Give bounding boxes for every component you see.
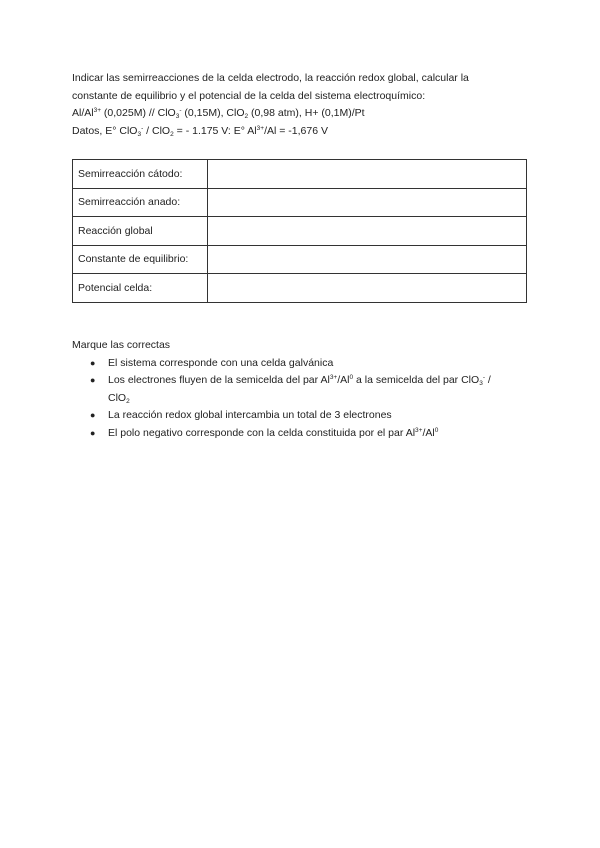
answer-cell[interactable] [208,188,527,217]
bullet-icon: ● [90,427,96,438]
option-item[interactable] [72,425,542,443]
option-item[interactable] [72,372,542,407]
answer-cell[interactable] [208,274,527,303]
bullet-icon: ● [90,410,96,420]
table-row [73,188,527,217]
table-row [73,160,527,189]
option-text: Los electrones fluyen de la semicelda del par $Al^{3+}/Al^0$ a la semicelda del par ClO$_3$- / ClO$_2$ [108,374,491,405]
option-text: La reacción redox global intercambia un total de 3 electrones [108,409,392,421]
answer-table [72,159,527,303]
row-label: Semirreacción cátodo: [73,160,208,189]
option-item[interactable] [72,407,542,425]
given-data: Datos, E° ClO$_3$- / ClO$_2$ = - 1.175 V: E° $Al^{3+}/Al = -1,676$ V [72,124,328,138]
bullet-icon: ● [90,357,96,368]
row-label: Constante de equilibrio: [73,245,208,274]
row-label: Semirreacción anado: [73,188,208,217]
problem-statement [72,70,532,140]
cell-notation: $Al/Al^{3+}$ (0,025M) // ClO$_3$- (0,15M), ClO$_2$ (0,98 atm), H+ (0,1M)/Pt [72,107,365,120]
row-label: Potencial celda: [73,274,208,303]
answer-cell[interactable] [208,217,527,246]
option-text: El sistema corresponde con una celda galvánica [108,356,334,369]
answer-cell[interactable] [208,245,527,274]
options-list [72,355,542,443]
statement-line-2: constante de equilibrio y el potencial de la celda del sistema electroquímico: [72,89,426,102]
bullet-icon: ● [90,375,96,385]
option-text: El polo negativo corresponde con la celda constituida por el par $Al^{3+}/Al^0$ [108,426,439,439]
multiple-choice-section [72,337,542,442]
statement-line-1: Indicar las semirreacciones de la celda electrodo, la reacción redox global, calcular la [72,72,469,84]
answer-cell[interactable] [208,160,527,189]
question-heading: Marque las correctas [72,339,171,351]
table-row [73,245,527,274]
row-label: Reacción global [73,217,208,246]
table-row [73,274,527,303]
table-row [73,217,527,246]
option-item[interactable] [72,355,542,373]
